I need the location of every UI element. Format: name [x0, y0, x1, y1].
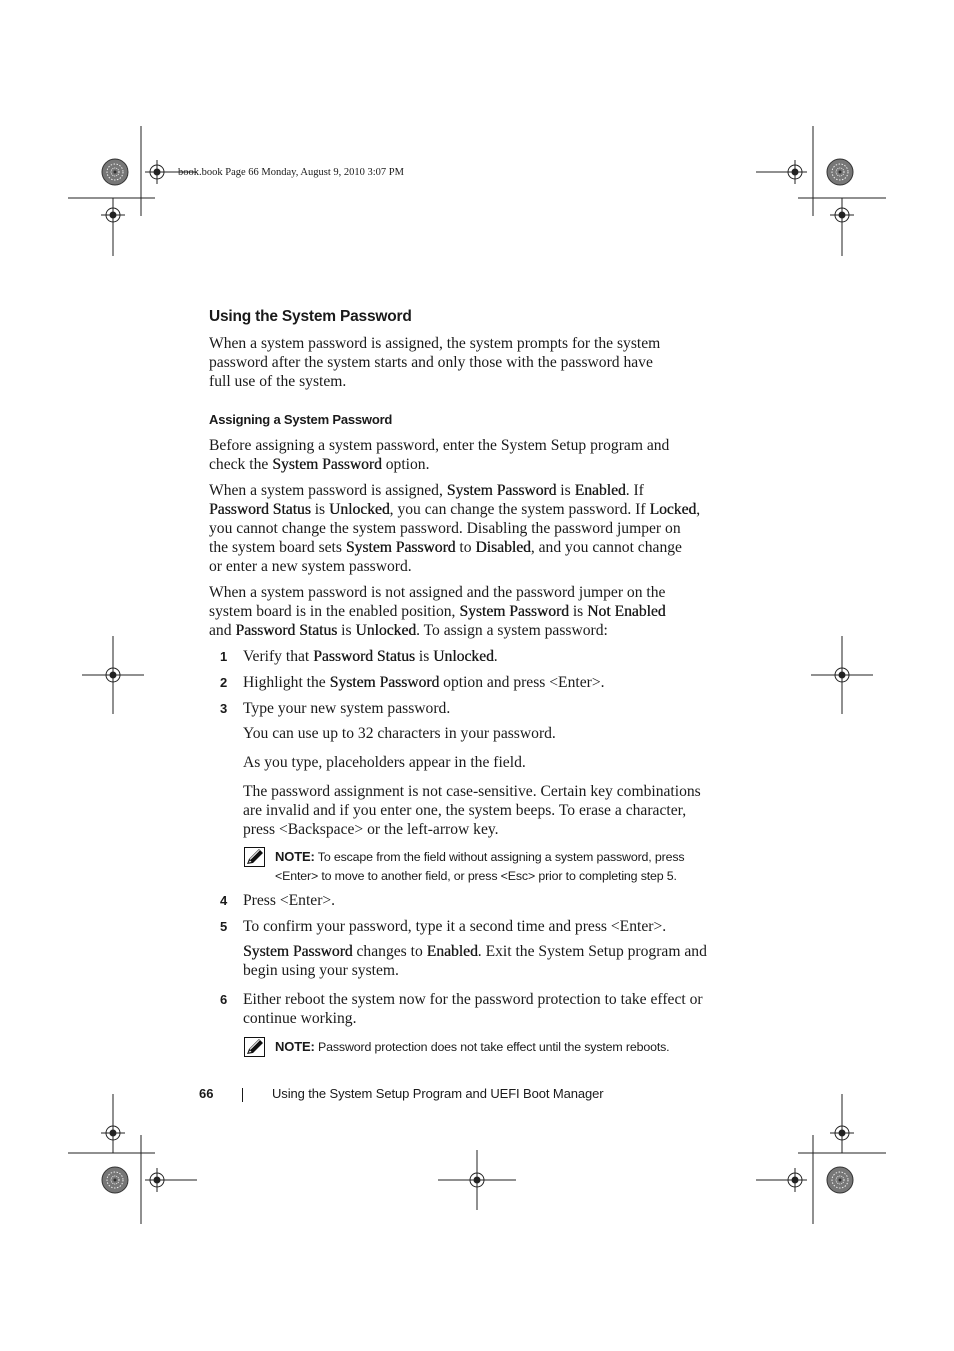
text-run: the system board sets — [209, 539, 346, 556]
paragraph-when-assigned — [209, 481, 729, 576]
option-name: Password Status — [209, 501, 311, 518]
starburst-target-icon — [102, 1167, 128, 1193]
option-name: System Password — [329, 674, 440, 691]
chapter-title: Using the System Setup Program and UEFI Boot Manager — [272, 1086, 604, 1101]
text-run: check the — [209, 456, 273, 473]
text-run: . — [493, 648, 498, 665]
text-line: Before assigning a system password, enter the System Setup program and — [209, 437, 670, 454]
starburst-target-icon — [827, 159, 853, 185]
text-line — [209, 621, 729, 640]
text-run: , — [696, 501, 701, 518]
step-text: Press <Enter>. — [243, 892, 336, 909]
step-number: 4 — [220, 893, 228, 908]
text-run: and — [209, 622, 236, 639]
option-value: Enabled — [426, 943, 478, 960]
text-run: . If — [625, 482, 644, 499]
option-name: System Password — [459, 603, 569, 620]
intro-line: When a system password is assigned, the system prompts for the system — [209, 335, 661, 352]
text-line — [243, 942, 729, 961]
pencil-note-icon — [244, 847, 265, 867]
text-line — [209, 538, 729, 557]
crosshair-registration-icon — [783, 1168, 807, 1192]
intro-paragraph — [209, 334, 729, 391]
crosshair-registration-icon — [830, 663, 854, 687]
step-detail: As you type, placeholders appear in the field. — [243, 754, 526, 771]
option-value: Locked — [649, 501, 697, 518]
text-run: system board is in the enabled position, — [209, 603, 460, 620]
option-name: System Password — [345, 539, 456, 556]
option-value: Disabled — [475, 539, 531, 556]
option-name: System Password — [243, 943, 353, 960]
text-run: When a system password is assigned, — [209, 482, 447, 499]
crosshair-registration-icon — [783, 160, 807, 184]
intro-line: full use of the system. — [209, 373, 347, 390]
text-line: <Enter> to move to another field, or press <Esc> prior to completing step 5. — [275, 868, 677, 883]
step-detail: You can use up to 32 characters in your password. — [243, 725, 556, 742]
step-detail — [243, 782, 729, 839]
text-run: Verify that — [243, 648, 314, 665]
crosshair-registration-icon — [830, 203, 854, 227]
step-number: 2 — [220, 675, 228, 690]
option-name: Password Status — [235, 622, 338, 639]
text-line: or enter a new system password. — [209, 558, 412, 575]
step-text — [243, 673, 729, 692]
text-line — [209, 481, 729, 500]
crosshair-registration-icon — [101, 663, 125, 687]
crosshair-registration-icon — [465, 1168, 489, 1192]
step-number: 3 — [220, 701, 228, 716]
note-label: NOTE: — [275, 1039, 315, 1054]
text-run: . Exit the System Setup program and — [477, 943, 707, 960]
print-header: book.book Page 66 Monday, August 9, 2010 3:07 PM — [178, 167, 404, 178]
text-run: is — [337, 622, 356, 639]
text-run: , you can change the system password. If — [389, 501, 650, 518]
crosshair-registration-icon — [101, 203, 125, 227]
text-line — [209, 500, 729, 519]
step-text — [243, 647, 729, 666]
step-number: 6 — [220, 992, 228, 1007]
text-run: . To assign a system password: — [416, 622, 608, 639]
section-title: Using the System Password — [209, 308, 412, 325]
crosshair-registration-icon — [145, 160, 169, 184]
step-detail — [243, 942, 729, 980]
text-line: are invalid and if you enter one, the system beeps. To erase a character, — [243, 802, 687, 819]
text-line — [275, 848, 725, 867]
option-value: Unlocked — [329, 501, 390, 518]
text-line — [209, 455, 729, 474]
text-line: Either reboot the system now for the password protection to take effect or — [243, 991, 703, 1008]
text-line: When a system password is not assigned and the password jumper on the — [209, 584, 666, 601]
text-line: press <Backspace> or the left-arrow key. — [243, 821, 499, 838]
option-name: System Password — [272, 456, 382, 473]
starburst-target-icon — [827, 1167, 853, 1193]
page-number: 66 — [199, 1086, 214, 1101]
step-number: 1 — [220, 649, 228, 664]
text-line: begin using your system. — [243, 962, 399, 979]
pencil-note-icon — [244, 1037, 265, 1057]
note-box — [275, 848, 725, 885]
text-run: is — [568, 603, 588, 620]
text-run: option. — [381, 456, 430, 473]
step-text — [243, 990, 729, 1028]
text-run: is — [310, 501, 330, 518]
starburst-target-icon — [102, 159, 128, 185]
crosshair-registration-icon — [830, 1121, 854, 1145]
step-text: Type your new system password. — [243, 700, 451, 717]
text-run: To escape from the field without assigning a system password, press — [314, 850, 685, 864]
text-run: is — [414, 648, 434, 665]
text-line: The password assignment is not case-sensitive. Certain key combinations — [243, 783, 701, 800]
option-value: Not Enabled — [587, 603, 666, 620]
step-number: 5 — [220, 919, 228, 934]
text-line: continue working. — [243, 1010, 357, 1027]
option-value: Unlocked — [433, 648, 494, 665]
footer-divider — [242, 1088, 243, 1102]
crosshair-registration-icon — [101, 1121, 125, 1145]
text-line: you cannot change the system password. Disabling the password jumper on — [209, 520, 681, 537]
crosshair-registration-icon — [145, 1168, 169, 1192]
option-value: Enabled — [574, 482, 626, 499]
text-run: Password protection does not take effect until the system reboots. — [314, 1040, 670, 1054]
intro-line: password after the system starts and only those with the password have — [209, 354, 653, 371]
option-name: Password Status — [313, 648, 415, 665]
note-box — [275, 1038, 725, 1057]
option-value: Unlocked — [355, 622, 417, 639]
option-name: System Password — [446, 482, 557, 499]
paragraph-not-assigned — [209, 583, 729, 640]
text-run: , and you cannot change — [530, 539, 682, 556]
subsection-title: Assigning a System Password — [209, 412, 393, 427]
text-run: Highlight the — [243, 674, 330, 691]
step-text: To confirm your password, type it a second time and press <Enter>. — [243, 918, 667, 935]
text-run: option and press <Enter>. — [439, 674, 605, 691]
text-line — [209, 602, 729, 621]
note-label: NOTE: — [275, 849, 315, 864]
paragraph-before-assigning — [209, 436, 729, 474]
text-run: changes to — [352, 943, 427, 960]
text-run: is — [556, 482, 575, 499]
text-run: to — [455, 539, 476, 556]
